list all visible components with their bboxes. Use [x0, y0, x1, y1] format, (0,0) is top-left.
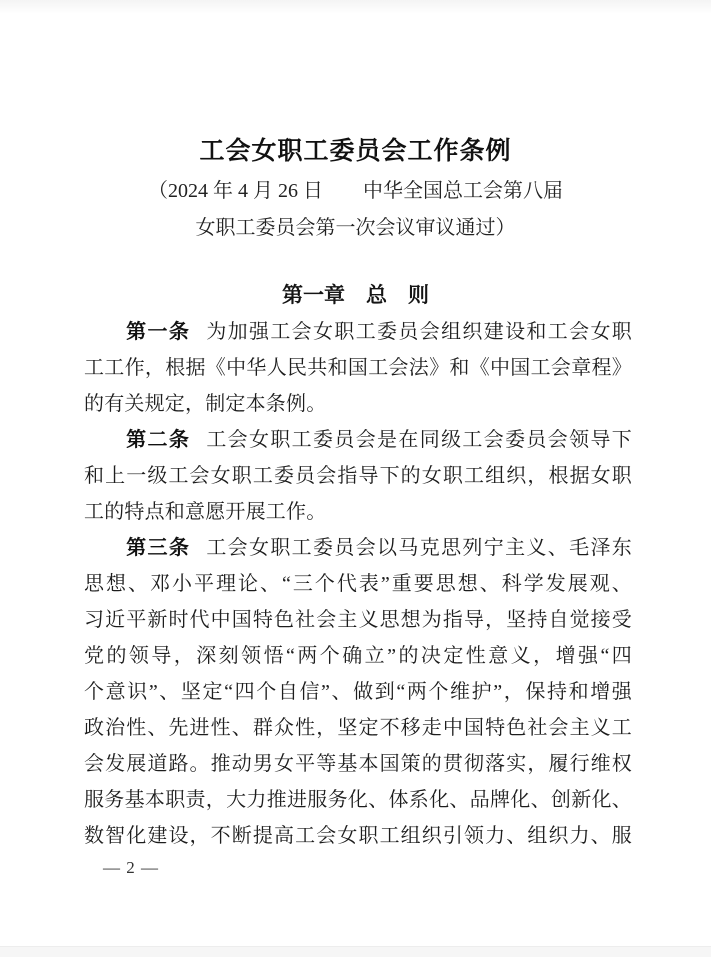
- article-label: 第三条: [125, 537, 191, 559]
- article-label-gap: [190, 553, 205, 554]
- body-line: 的有关规定，制定本条例。: [84, 393, 327, 415]
- body-line: 工的特点和意愿开展工作。: [84, 501, 327, 523]
- page-top-shade: [0, 0, 711, 14]
- document-body: [84, 314, 632, 854]
- page-number: — 2 —: [103, 858, 159, 877]
- body-line: 数智化建设，不断提高工会女职工组织引领力、组织力、服: [84, 825, 632, 847]
- article-label-gap: [190, 337, 205, 338]
- body-line: 思想、邓小平理论、“三个代表”重要思想、科学发展观、: [84, 573, 632, 595]
- document-title: 工会女职工委员会工作条例: [199, 138, 512, 165]
- subtitle-line-2: 女职工委员会第一次会议审议通过）: [195, 217, 516, 239]
- article-label: 第二条: [125, 429, 191, 451]
- first-line-indent: [84, 553, 125, 554]
- first-line-indent: [84, 445, 125, 446]
- body-line: 党的领导，深刻领悟“两个确立”的决定性意义，增强“四: [84, 645, 632, 667]
- body-line: 会发展道路。推动男女平等基本国策的贯彻落实，履行维权: [84, 753, 632, 775]
- body-line: 第一条 为加强工会女职工委员会组织建设和工会女职: [84, 314, 632, 350]
- body-line: 工工作，根据《中华人民共和国工会法》和《中国工会章程》: [84, 357, 632, 379]
- body-line: 第二条 工会女职工委员会是在同级工会委员会领导下: [84, 422, 632, 458]
- body-line: 和上一级工会女职工委员会指导下的女职工组织，根据女职: [84, 465, 632, 487]
- body-line: 习近平新时代中国特色社会主义思想为指导，坚持自觉接受: [84, 609, 632, 631]
- subtitle-line-1: （2024 年 4 月 26 日 中华全国总工会第八届: [148, 180, 563, 202]
- body-line: 第三条 工会女职工委员会以马克思列宁主义、毛泽东: [84, 530, 632, 566]
- chapter-heading: 第一章 总 则: [282, 284, 429, 307]
- article-label: 第一条: [125, 321, 191, 343]
- page-bottom-shade: [0, 946, 711, 957]
- document-subtitle: [0, 173, 711, 247]
- article-label-gap: [190, 445, 205, 446]
- body-line: 政治性、先进性、群众性，坚定不移走中国特色社会主义工: [84, 717, 632, 739]
- body-line: 服务基本职责，大力推进服务化、体系化、品牌化、创新化、: [84, 789, 632, 811]
- first-line-indent: [84, 337, 125, 338]
- body-line: 个意识”、坚定“四个自信”、做到“两个维护”，保持和增强: [84, 681, 632, 703]
